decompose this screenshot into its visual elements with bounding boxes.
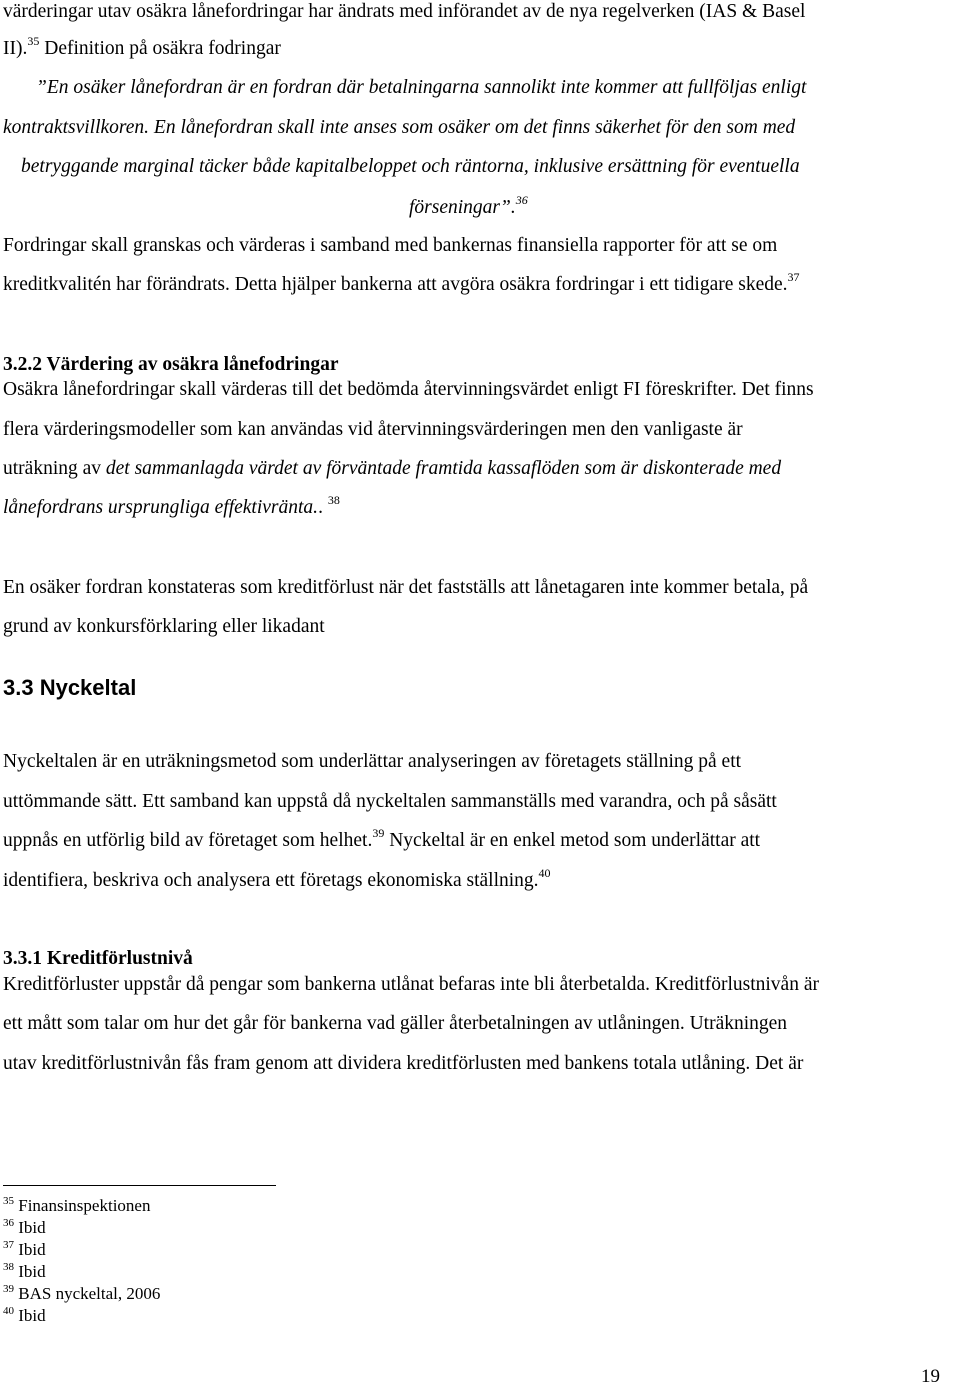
body-text-line	[3, 866, 551, 893]
body-text-line: En osäker fordran konstateras som kreditförlust när det fastställs att lånetagaren inte kommer betala, på	[3, 577, 809, 598]
footnote-separator	[3, 1185, 276, 1186]
footnote	[3, 1284, 160, 1304]
footnote-text: Ibid	[18, 1262, 46, 1281]
body-text-line	[3, 457, 781, 481]
body-text-line: flera värderingsmodeller som kan användas vid återvinningsvärderingen men den vanligaste är	[3, 419, 743, 440]
footnote	[3, 1262, 46, 1282]
footnote-text: BAS nyckeltal, 2006	[18, 1284, 161, 1303]
text-fragment: förseningar”.	[409, 197, 516, 218]
footnote-number: 35	[3, 1195, 14, 1207]
body-text-line: Kreditförluster uppstår då pengar som bankerna utlånat befaras inte bli återbetalda. Kreditförlustnivån är	[3, 974, 819, 995]
footnote-number: 39	[3, 1283, 14, 1295]
quote-line: betryggande marginal täcker både kapitalbeloppet och räntorna, inklusive ersättning för eventuella	[21, 156, 800, 177]
footnote-ref[interactable]: 39	[372, 826, 385, 840]
footnote	[3, 1306, 46, 1326]
text-fragment: identifiera, beskriva och analysera ett företags ekonomiska ställning.	[3, 870, 539, 891]
footnote-number: 36	[3, 1217, 14, 1229]
text-fragment: uppnås en utförlig bild av företaget som helhet.	[3, 830, 373, 851]
footnote-ref[interactable]: 38	[327, 493, 340, 507]
body-text-line: värderingar utav osäkra lånefordringar har ändrats med införandet av de nya regelverken (IAS & Basel	[3, 1, 806, 22]
footnote-ref[interactable]: 40	[538, 866, 551, 880]
footnote-number: 38	[3, 1261, 14, 1273]
footnote-ref[interactable]: 35	[27, 34, 40, 48]
footnote-number: 37	[3, 1239, 14, 1251]
definition-label: Definition på osäkra fodringar	[39, 38, 281, 59]
section-heading: 3.3 Nyckeltal	[3, 675, 137, 700]
text-fragment: .	[318, 497, 328, 518]
section-heading: 3.2.2 Värdering av osäkra lånefodringar	[3, 354, 339, 375]
page-number: 19	[921, 1366, 940, 1387]
body-text-line: Fordringar skall granskas och värderas i samband med bankernas finansiella rapporter för att se om	[3, 235, 778, 256]
body-text-line: Nyckeltalen är en uträkningsmetod som underlättar analyseringen av företagets ställning på ett	[3, 751, 742, 772]
quote-line: ”En osäker lånefordran är en fordran där betalningarna sannolikt inte kommer att fullföljas enligt	[36, 77, 807, 98]
footnote-text: Ibid	[18, 1306, 46, 1325]
text-fragment: Nyckeltal är en enkel metod som underlättar att	[384, 830, 761, 851]
footnote-ref[interactable]: 36	[515, 193, 528, 207]
quote-line	[409, 193, 528, 220]
footnote-text: Ibid	[18, 1240, 46, 1259]
body-text-line: uttömmande sätt. Ett samband kan uppstå då nyckeltalen sammanställs med varandra, och på såsätt	[3, 791, 777, 812]
footnote-ref[interactable]: 37	[787, 270, 800, 284]
body-text-line	[3, 34, 281, 61]
text-fragment: II).	[3, 38, 28, 59]
text-fragment: kreditkvalitén har förändrats. Detta hjälper bankerna att avgöra osäkra fordringar i ett tidigare skede.	[3, 274, 788, 295]
body-text-line	[3, 826, 761, 853]
quote-line: kontraktsvillkoren. En lånefordran skall inte anses som osäker om det finns säkerhet för den som med	[3, 117, 796, 138]
text-fragment: det sammanlagda värdet av förväntade framtida kassaflöden som är diskonterade med	[105, 458, 782, 479]
section-heading: 3.3.1 Kreditförlustnivå	[3, 948, 193, 969]
text-fragment: lånefordrans ursprungliga effektivränta.	[3, 497, 319, 518]
body-text-line	[3, 493, 340, 520]
body-text-line: utav kreditförlustnivån fås fram genom att dividera kreditförlusten med bankens totala utlåning. Det är	[3, 1053, 804, 1074]
text-fragment: uträkning av	[3, 458, 106, 479]
footnote-text: Ibid	[18, 1218, 46, 1237]
footnote	[3, 1240, 46, 1260]
body-text-line: grund av konkursförklaring eller likadant	[3, 616, 325, 637]
body-text-line: ett mått som talar om hur det går för bankerna vad gäller återbetalningen av utlåningen. Uträkningen	[3, 1013, 788, 1034]
footnote	[3, 1196, 150, 1216]
body-text-line	[3, 270, 800, 297]
body-text-line: Osäkra lånefordringar skall värderas till det bedömda återvinningsvärdet enligt FI föreskrifter. Det finns	[3, 379, 814, 400]
footnote	[3, 1218, 46, 1238]
footnote-text: Finansinspektionen	[18, 1196, 151, 1215]
footnote-number: 40	[3, 1305, 14, 1317]
